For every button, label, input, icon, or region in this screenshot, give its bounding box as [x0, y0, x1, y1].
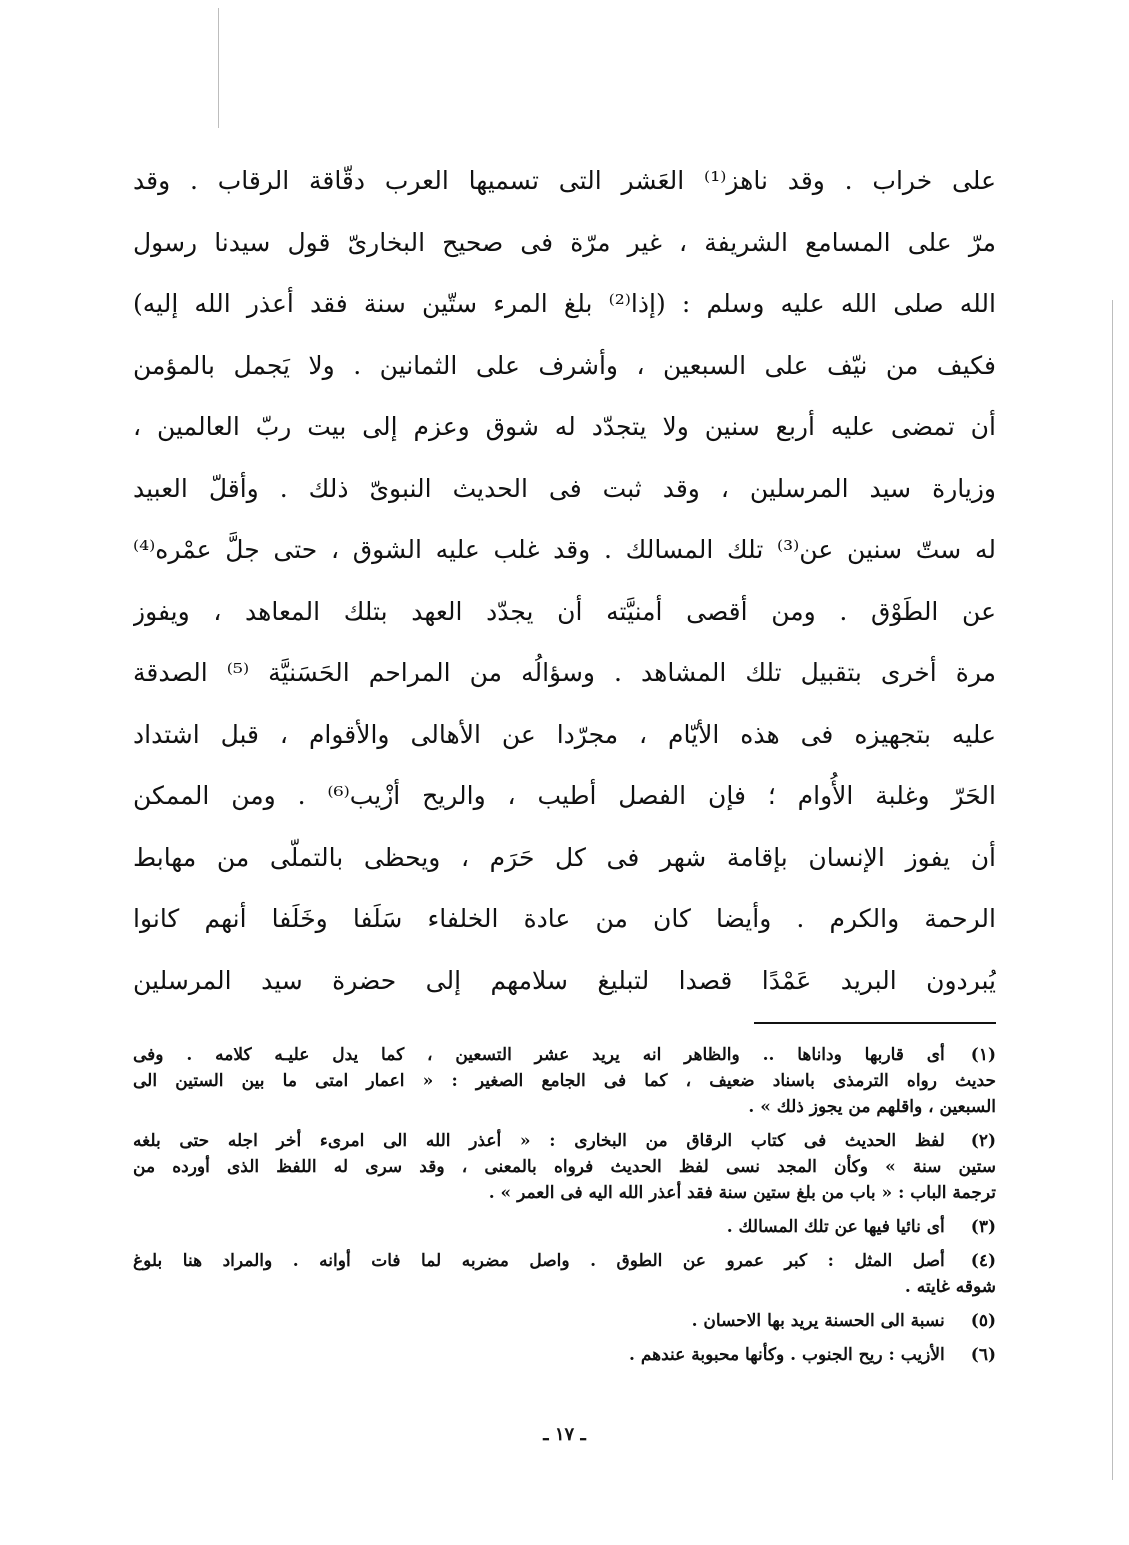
text-line: فكيف من نيّف على السبعين ، وأشرف على الثمانين . ولا يَجمل بالمؤمن: [133, 350, 996, 380]
footnote-text: السبعين ، واقلهم من يجوز ذلك » .: [748, 1097, 996, 1117]
footnote-line: [133, 1128, 996, 1154]
text-line: وزيارة سيد المرسلين ، وقد ثبت فى الحديث النبوىّ ذلك . وأقلّ العبيد: [133, 473, 996, 503]
footnote: [133, 1214, 996, 1240]
text-line: يُبردون البريد عَمْدًا قصدا لتبليغ سلامهم إلى حضرة سيد المرسلين: [133, 965, 996, 995]
footnote-text: نسبة الى الحسنة يريد بها الاحسان .: [691, 1311, 945, 1331]
footnote-line: [133, 1180, 996, 1206]
footnote-text: أصل المثل : كبر عمرو عن الطوق . واصل مضربه لما فات أوانه . والمراد هنا بلوغ: [133, 1251, 945, 1271]
text-line: عن الطَوْق . ومن أقصى أمنيَّته أن يجدّد العهد بتلك المعاهد ، ويفوز: [133, 596, 996, 626]
footnote-text: أى نائيا فيها عن تلك المسالك .: [726, 1217, 945, 1237]
footnote-text: شوقه غايته .: [904, 1277, 996, 1297]
footnote-text: لفظ الحديث فى كتاب الرقاق من البخارى : « أعذر الله الى امرىء أخر اجله حتى بلغه: [133, 1131, 945, 1151]
footnote-number: (٤): [970, 1251, 996, 1271]
footnote-number: (٣): [970, 1217, 996, 1237]
footnote-line: [133, 1248, 996, 1274]
footnote-text: ترجمة الباب : « باب من بلغ ستين سنة فقد أعذر الله اليه فى العمر » .: [488, 1183, 996, 1203]
footnote-number: (٥): [970, 1311, 996, 1331]
footnote-line: [133, 1308, 996, 1334]
footnote-line: [133, 1342, 996, 1368]
footnote: [133, 1308, 996, 1334]
main-text-body: [133, 150, 996, 1011]
gutter-mark-top: [218, 8, 219, 128]
footnote-text: أى قاربها وداناها .. والظاهر انه يريد عشر التسعين ، كما يدل عليـه كلامه . وفى: [133, 1045, 945, 1065]
footnote: [133, 1042, 996, 1120]
text-line: الله صلى الله عليه وسلم : (إذا⁽²⁾ بلغ المرء ستّين سنة فقد أعذر الله إليه): [133, 289, 996, 318]
footnote-number: (١): [970, 1045, 996, 1065]
footnote: [133, 1248, 996, 1300]
gutter-mark-right: [1112, 300, 1113, 1480]
footnote-line: [133, 1154, 996, 1180]
text-line: أن يفوز الإنسان بإقامة شهر فى كل حَرَم ، ويحظى بالتملّى من مهابط: [133, 842, 996, 872]
footnote-line: [133, 1214, 996, 1240]
footnote-text: الأزيب : ريح الجنوب . وكأنها محبوبة عندهم .: [629, 1345, 945, 1365]
footnote-separator: [754, 1022, 996, 1024]
footnote: [133, 1342, 996, 1368]
footnote-line: [133, 1068, 996, 1094]
text-line: مرّ على المسامع الشريفة ، غير مرّة فى صحيح البخارىّ قول سيدنا رسول: [133, 227, 996, 257]
text-line: الحَرّ وغلبة الأُوام ؛ فإن الفصل أطيب ، والريح أزْيب⁽⁶⁾ . ومن الممكن: [133, 781, 996, 810]
text-line: الرحمة والكرم . وأيضا كان من عادة الخلفاء سَلَفا وخَلَفا أنهم كانوا: [133, 904, 996, 933]
footnote: [133, 1128, 996, 1206]
page-number: ـ ١٧ ـ: [543, 1424, 586, 1445]
footnote-number: (٦): [970, 1345, 996, 1365]
footnote-text: حديث رواه الترمذى باسناد ضعيف ، كما فى الجامع الصغير : « اعمار امتى ما بين الستين الى: [133, 1071, 996, 1091]
text-line: مرة أخرى بتقبيل تلك المشاهد . وسؤالُه من المراحم الحَسَنيَّة ⁽⁵⁾ الصدقة: [133, 658, 996, 687]
footnote-line: [133, 1094, 996, 1120]
text-line: عليه بتجهيزه فى هذه الأيّام ، مجرّدا عن الأهالى والأقوام ، قبل اشتداد: [133, 719, 996, 749]
footnote-line: [133, 1042, 996, 1068]
footnotes: [133, 1042, 996, 1376]
footnote-text: ستين سنة » وكأن المجد نسى لفظ الحديث فرواه بالمعنى ، وقد سرى له اللفظ الذى أورده من: [133, 1157, 996, 1177]
text-line: له ستّ سنين عن⁽³⁾ تلك المسالك . وقد غلب عليه الشوق ، حتى جلَّ عمْره⁽⁴⁾: [133, 535, 996, 564]
footnote-number: (٢): [970, 1131, 996, 1151]
text-line: على خراب . وقد ناهز⁽¹⁾ العَشر التى تسميها العرب دقّاقة الرقاب . وقد: [133, 166, 996, 195]
text-line: أن تمضى عليه أربع سنين ولا يتجدّد له شوق وعزم إلى بيت ربّ العالمين ،: [133, 412, 996, 441]
footnote-line: [133, 1274, 996, 1300]
